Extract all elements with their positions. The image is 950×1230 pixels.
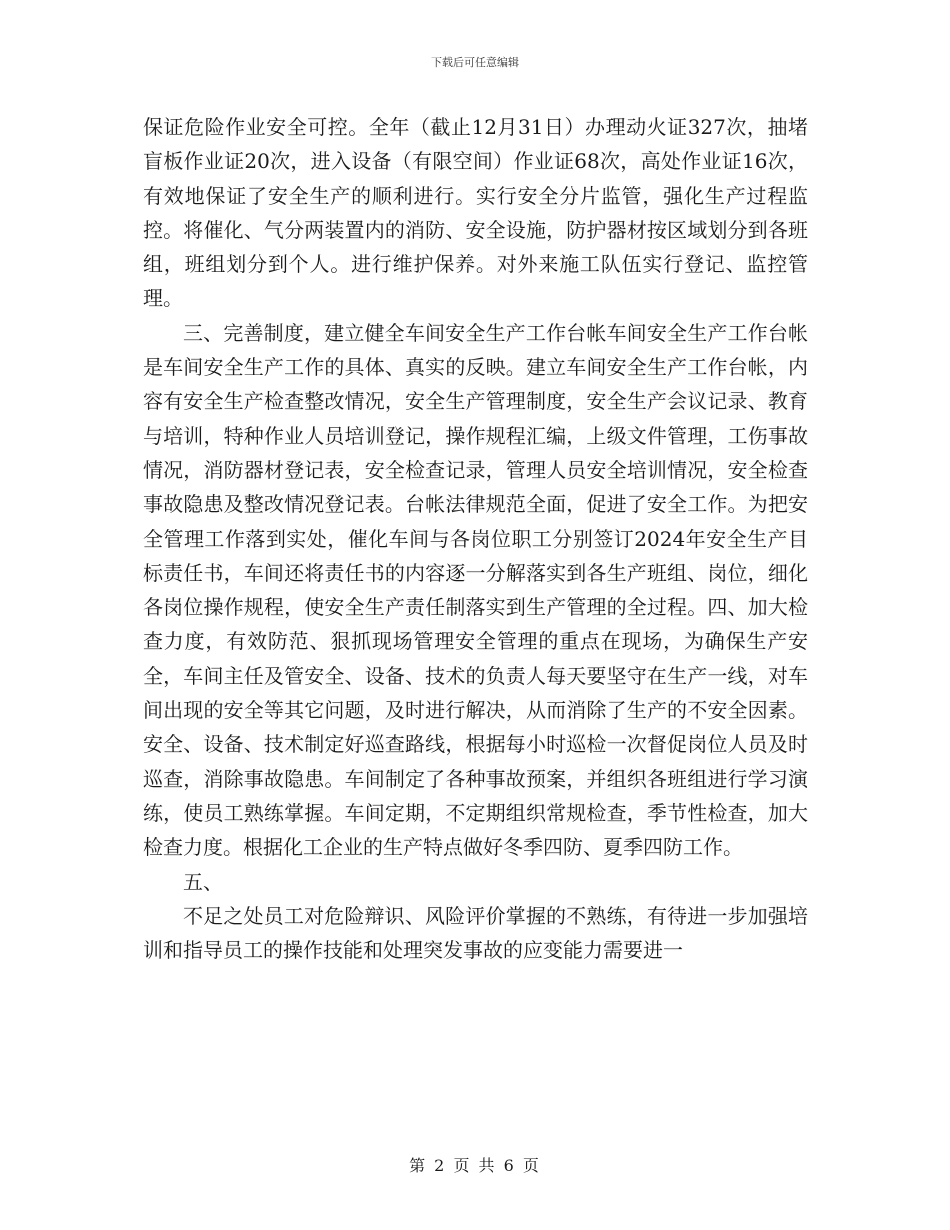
page-number-footer: 第 2 页 共 6 页 — [409, 1156, 541, 1175]
paragraph-section-five-heading: 五、 — [183, 869, 223, 894]
page-header: 下载后可任意编辑 — [431, 56, 519, 69]
paragraph-safety-control: 保证危险作业安全可控。全年（截止12月31日）办理动火证327次，抽堵盲板作业证20次，进入设备（有限空间）作业证68次，高处作业证16次，有效地保证了安全生产的顺利进行。实行安全分片监管，强化生产过程监控。将催化、气分两装置内的消防、安全设施，防护器材按区域划分到各班组，班组划分到个人。进行维护保养。对外来施工队伍实行登记、监控管理。 — [143, 115, 808, 311]
paragraph-shortcomings: 不足之处员工对危险辩识、风险评价掌握的不熟练，有待进一步加强培训和指导员工的操作技能和处理突发事故的应变能力需要进一 — [143, 903, 808, 963]
paragraph-section-three-four: 三、完善制度，建立健全车间安全生产工作台帐车间安全生产工作台帐是车间安全生产工作的具体、真实的反映。建立车间安全生产工作台帐，内容有安全生产检查整改情况，安全生产管理制度，安全生产会议记录、教育与培训，特种作业人员培训登记，操作规程汇编，上级文件管理，工伤事故情况，消防器材登记表，安全检查记录，管理人员安全培训情况，安全检查事故隐患及整改情况登记表。台帐法律规范全面，促进了安全工作。为把安全管理工作落到实处，催化车间与各岗位职工分别签订2024年安全生产目标责任书，车间还将责任书的内容逐一分解落实到各生产班组、岗位，细化各岗位操作规程，使安全生产责任制落实到生产管理的全过程。四、加大检查力度，有效防范、狠抓现场管理安全管理的重点在现场，为确保生产安全，车间主任及管安全、设备、技术的负责人每天要坚守在生产一线，对车间出现的安全等其它问题，及时进行解决，从而消除了生产的不安全因素。安全、设备、技术制定好巡查路线，根据每小时巡检一次督促岗位人员及时巡查，消除事故隐患。车间制定了各种事故预案，并组织各班组进行学习演练，使员工熟练掌握。车间定期，不定期组织常规检查，季节性检查，加大检查力度。根据化工企业的生产特点做好冬季四防、夏季四防工作。 — [143, 320, 808, 860]
document-body — [143, 110, 808, 967]
